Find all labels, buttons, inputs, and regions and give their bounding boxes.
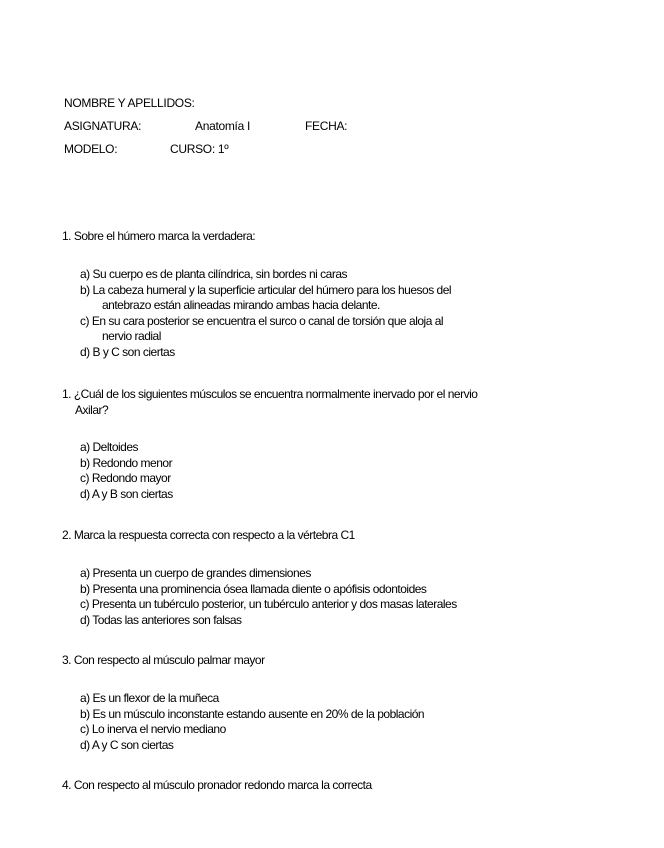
option-text: b) Es un músculo inconstante estando ausente en 20% de la población — [80, 706, 425, 721]
option-text: c) Presenta un tubérculo posterior, un tubérculo anterior y dos masas laterales — [80, 597, 457, 611]
subject-value: Anatomía I — [195, 119, 251, 133]
question-title-line-continued: Axilar? — [75, 403, 109, 417]
question-options — [80, 267, 610, 360]
option — [80, 314, 610, 345]
option — [80, 267, 610, 283]
date-label: FECHA: — [305, 119, 348, 133]
option — [80, 456, 610, 472]
question-title — [62, 386, 602, 418]
option-text: d) A y B son ciertas — [80, 486, 173, 501]
option — [80, 738, 610, 754]
option-text: a) Presenta un cuerpo de grandes dimensiones — [80, 566, 311, 580]
option-text: a) Es un flexor de la muñeca — [80, 691, 219, 705]
question-title: 2. Marca la respuesta correcta con respecto a la vértebra C1 — [62, 528, 355, 542]
option-text: d) B y C son ciertas — [80, 344, 175, 359]
option-text: c) En su cara posterior se encuentra el surco o canal de torsión que aloja al — [80, 313, 444, 328]
option — [80, 487, 610, 503]
option-text: c) Lo inerva el nervio mediano — [80, 722, 226, 736]
option-text: a) Deltoides — [80, 440, 139, 454]
option-text-continued: nervio radial — [102, 329, 161, 343]
course-label: CURSO: 1º — [170, 142, 229, 156]
option-text: a) Su cuerpo es de planta cilíndrica, sin bordes ni caras — [80, 267, 347, 281]
option — [80, 582, 610, 598]
question-options — [80, 440, 610, 502]
question-title: 3. Con respecto al músculo palmar mayor — [62, 653, 265, 667]
question-options — [80, 691, 610, 753]
option-text: b) Redondo menor — [80, 455, 173, 470]
option-text: b) La cabeza humeral y la superficie articular del húmero para los huesos del — [80, 282, 452, 297]
question-options — [80, 566, 610, 628]
option — [80, 722, 610, 738]
question-title: 1. Sobre el húmero marca la verdadera: — [62, 229, 256, 243]
model-label: MODELO: — [64, 142, 118, 156]
option — [80, 345, 610, 361]
subject-label: ASIGNATURA: — [64, 119, 142, 133]
option — [80, 566, 610, 582]
option — [80, 471, 610, 487]
option-text: c) Redondo mayor — [80, 471, 171, 485]
option-text: d) Todas las anteriores son falsas — [80, 612, 242, 627]
option — [80, 707, 610, 723]
option-text: b) Presenta una prominencia ósea llamada diente o apófisis odontoides — [80, 581, 427, 596]
option — [80, 613, 610, 629]
option-text-continued: antebrazo están alineadas mirando ambas hacia delante. — [102, 298, 380, 312]
question-title: 4. Con respecto al músculo pronador redondo marca la correcta — [62, 778, 372, 792]
option — [80, 283, 610, 314]
question-title-line: 1. ¿Cuál de los siguientes músculos se encuentra normalmente inervado por el nervio — [62, 387, 478, 401]
name-label: NOMBRE Y APELLIDOS: — [64, 96, 195, 110]
option — [80, 440, 610, 456]
option-text: d) A y C son ciertas — [80, 737, 174, 752]
option — [80, 691, 610, 707]
option — [80, 597, 610, 613]
